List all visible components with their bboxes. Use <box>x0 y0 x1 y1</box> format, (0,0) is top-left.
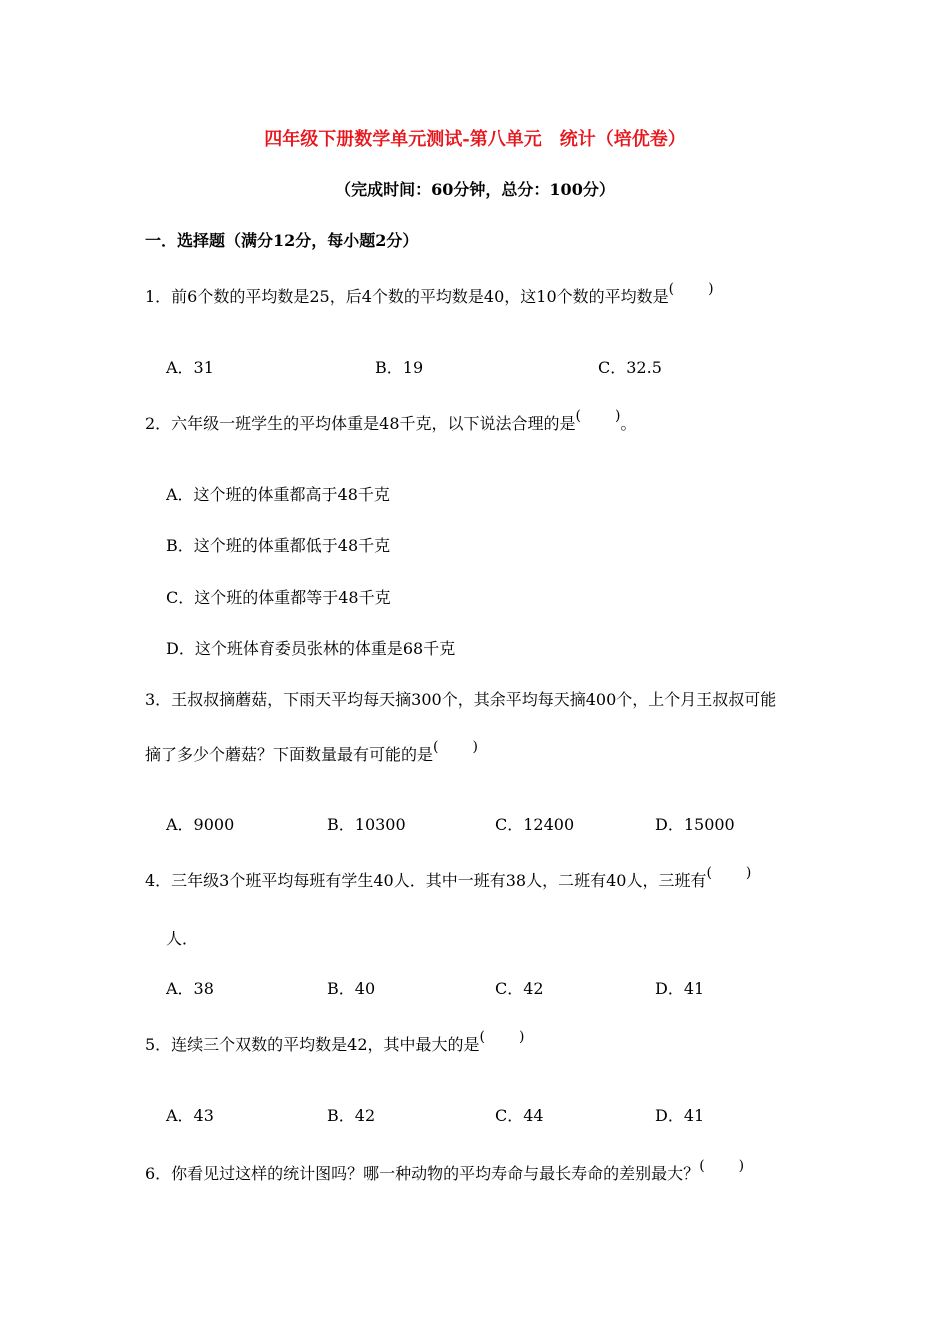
question-6 <box>145 1158 745 1185</box>
question-1-stem: 1．前6个数的平均数是25，后4个数的平均数是40，这10个数的平均数是 <box>145 287 669 306</box>
option: C．12400 <box>495 815 575 834</box>
question-2-stem: 2．六年级一班学生的平均体重是48千克，以下说法合理的是 <box>145 414 576 433</box>
question-3 <box>145 739 478 766</box>
question-6-stem: 6．你看见过这样的统计图吗？哪一种动物的平均寿命与最长寿命的差别最大？ <box>145 1164 700 1183</box>
answer-blank: ( ) <box>479 1029 525 1045</box>
section-heading: 一．选择题（满分12分，每小题2分） <box>145 231 419 250</box>
document-title: 四年级下册数学单元测试-第八单元 统计（培优卷） <box>264 129 686 150</box>
question-2 <box>145 408 637 435</box>
option: D．15000 <box>655 815 735 834</box>
answer-blank: ( ) <box>699 1158 745 1174</box>
option: B．10300 <box>327 815 406 834</box>
question-5 <box>145 1029 525 1056</box>
question-3-stem-cont: 摘了多少个蘑菇？下面数量最有可能的是 <box>145 745 434 764</box>
option: B．19 <box>375 358 424 377</box>
option: C．32.5 <box>598 358 662 377</box>
answer-blank: ( ) <box>433 739 478 755</box>
answer-blank: ( ) <box>668 281 714 297</box>
answer-blank: ( ) <box>706 865 752 881</box>
question-4 <box>145 865 752 892</box>
question-4-stem-cont: 人． <box>166 929 199 948</box>
option: A．43 <box>166 1106 214 1125</box>
option: D．41 <box>655 1106 705 1125</box>
question-1 <box>145 281 714 308</box>
option: A．31 <box>166 358 214 377</box>
question-3-stem: 3．王叔叔摘蘑菇，下雨天平均每天摘300个，其余平均每天摘400个，上个月王叔叔可能 <box>145 690 777 709</box>
option: B．这个班的体重都低于48千克 <box>166 536 391 555</box>
option: C．42 <box>495 979 544 998</box>
option: C．44 <box>495 1106 544 1125</box>
option: A．这个班的体重都高于48千克 <box>166 485 390 504</box>
option: A．38 <box>166 979 214 998</box>
option: A．9000 <box>166 815 235 834</box>
question-5-stem: 5．连续三个双数的平均数是42，其中最大的是 <box>145 1035 480 1054</box>
document-subtitle: （完成时间：60分钟，总分：100分） <box>335 180 615 199</box>
option: B．42 <box>327 1106 376 1125</box>
answer-blank: ( ) <box>575 408 621 424</box>
option: D．41 <box>655 979 705 998</box>
option: B．40 <box>327 979 376 998</box>
question-2-end: 。 <box>620 414 637 433</box>
option: C．这个班的体重都等于48千克 <box>166 588 391 607</box>
question-4-stem: 4．三年级3个班平均每班有学生40人．其中一班有38人，二班有40人，三班有 <box>145 871 707 890</box>
option: D．这个班体育委员张林的体重是68千克 <box>166 639 456 658</box>
